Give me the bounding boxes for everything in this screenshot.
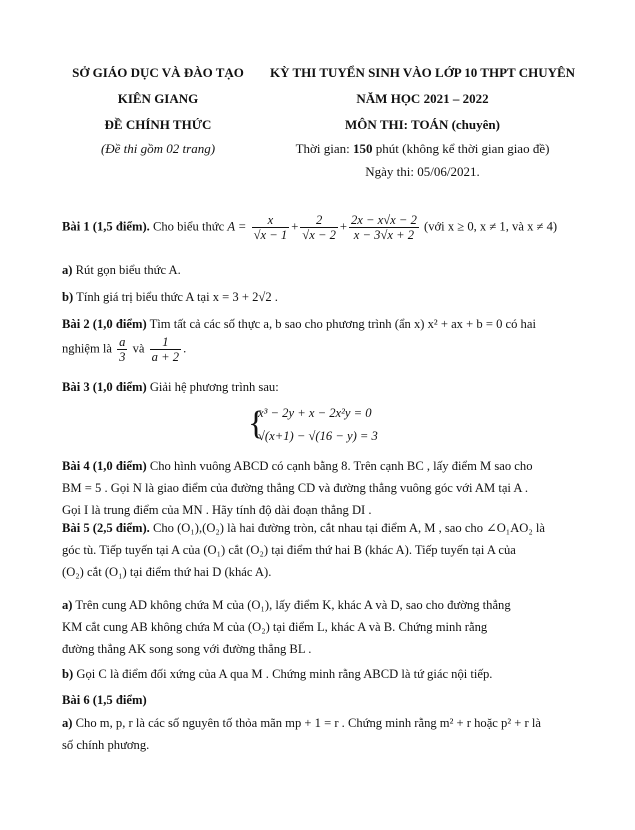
bai6-label: Bài 6 (1,5 điểm) xyxy=(62,693,147,707)
header-official-label: ĐỀ CHÍNH THỨC xyxy=(104,117,212,132)
bai4-paragraph: Bài 4 (1,0 điểm) Cho hình vuông ABCD có cạnh bằng 8. Trên cạnh BC , lấy điểm M sao cho BM = 5 . Gọi N là giao điểm của đường thẳng CD và đường thẳng vuông góc với AM tại A . Gọi I là trung điểm của MN . Hãy tính độ dài đoạn thẳng DI . xyxy=(62,459,533,517)
bai2-label: Bài 2 (1,0 điểm) xyxy=(62,317,147,331)
bai1-lhs: A = xyxy=(227,219,247,234)
bai1-line: Bài 1 (1,5 điểm). Cho biểu thức A = $\frac{x}{√x - 1}$ + $\frac{2}{√x - 2}$ + $\frac{2x - x√x - 2}{x - 3√x + 2}$ (với x ≥ 0, x ≠ 1, và x ≠ 4) xyxy=(62,213,558,242)
bai1-condition: (với x ≥ 0, x ≠ 1, và x ≠ 4) xyxy=(424,219,558,234)
bai2-line1 xyxy=(62,317,536,332)
duration-prefix: Thời gian: xyxy=(295,141,353,156)
bai3-label: Bài 3 (1,0 điểm) xyxy=(62,380,147,394)
system-brace: { xyxy=(248,405,265,442)
header-province: KIÊN GIANG xyxy=(117,91,199,106)
bai3-line xyxy=(62,380,279,395)
bai3-equation-2: √(x+1) − √(16 − y) = 3 xyxy=(258,429,378,443)
header-department: SỞ GIÁO DỤC VÀ ĐÀO TẠO xyxy=(72,65,244,80)
header-school-year: NĂM HỌC 2021 – 2022 xyxy=(356,91,489,106)
bai1-fraction-1: $\frac{x}{√x - 1}$ xyxy=(253,213,288,242)
bai4-label: Bài 4 (1,0 điểm) xyxy=(62,459,147,473)
header-exam-date: Ngày thi: 05/06/2021. xyxy=(365,164,480,179)
bai1-fraction-3: $\frac{2x - x√x - 2}{x - 3√x + 2}$ xyxy=(351,213,417,242)
bai1-text: Cho biểu thức xyxy=(152,219,225,234)
header-exam-title: KỲ THI TUYỂN SINH VÀO LỚP 10 THPT CHUYÊN xyxy=(269,65,576,80)
header-duration xyxy=(250,141,595,157)
bai2-line2: nghiệm là $\frac{a}{3}$ và $\frac{1}{a + 2}$ . xyxy=(62,335,187,364)
bai1-fraction-2: $\frac{2}{√x - 2}$ xyxy=(302,213,336,242)
bai1-label: Bài 1 (1,5 điểm). xyxy=(62,219,150,234)
bai5-part-a: a) Trên cung AD không chứa M của (O₁), lấy điểm K, khác A và D, sao cho đường thẳng KM cắt cung AB không chứa M của (O₂) tại điểm L, khác A và B. Chứng minh rằng đường thẳng AK song song với đường thẳng BL . xyxy=(62,598,511,656)
bai3-text: Giải hệ phương trình sau: xyxy=(149,380,279,394)
bai2-text: Tìm tất cả các số thực a, b sao cho phương trình (ẩn x) x² + ax + b = 0 có hai xyxy=(149,317,536,331)
bai5-part-b: b) Gọi C là điểm đối xứng của A qua M . Chứng minh rằng ABCD là tứ giác nội tiếp. xyxy=(62,667,493,681)
header-subject: MÔN THI: TOÁN (chuyên) xyxy=(345,117,500,132)
bai2-fraction-1: $\frac{a}{3}$ xyxy=(119,335,126,364)
bai5-paragraph: Bài 5 (2,5 điểm). Cho (O₁),(O₂) là hai đường tròn, cắt nhau tại điểm A, M , sao cho ∠O₁AO₂ là góc tù. Tiếp tuyến tại A của (O₁) cắt (O₂) tại điểm thứ hai B (khác A). Tiếp tuyến tại A của (O₂) cắt (O₁) tại điểm thứ hai D (khác A). xyxy=(62,521,546,579)
duration-suffix: phút (không kể thời gian giao đề) xyxy=(372,141,550,156)
bai1-part-a: a) Rút gọn biểu thức A. xyxy=(62,263,181,277)
bai1-part-b: b) Tính giá trị biểu thức A tại x = 3 + 2√2 . xyxy=(62,290,278,304)
bai3-equation-1: x³ − 2y + x − 2x²y = 0 xyxy=(258,406,372,420)
header-page-count: (Đề thi gồm 02 trang) xyxy=(100,141,216,156)
duration-value: 150 xyxy=(353,141,373,156)
bai5-label: Bài 5 (2,5 điểm). xyxy=(62,521,150,535)
bai6-part-a: a) Cho m, p, r là các số nguyên tố thỏa mãn mp + 1 = r . Chứng minh rằng m² + r hoặc p² + r là số chính phương. xyxy=(62,716,541,752)
bai2-fraction-2: $\frac{1}{a + 2}$ xyxy=(151,335,180,364)
